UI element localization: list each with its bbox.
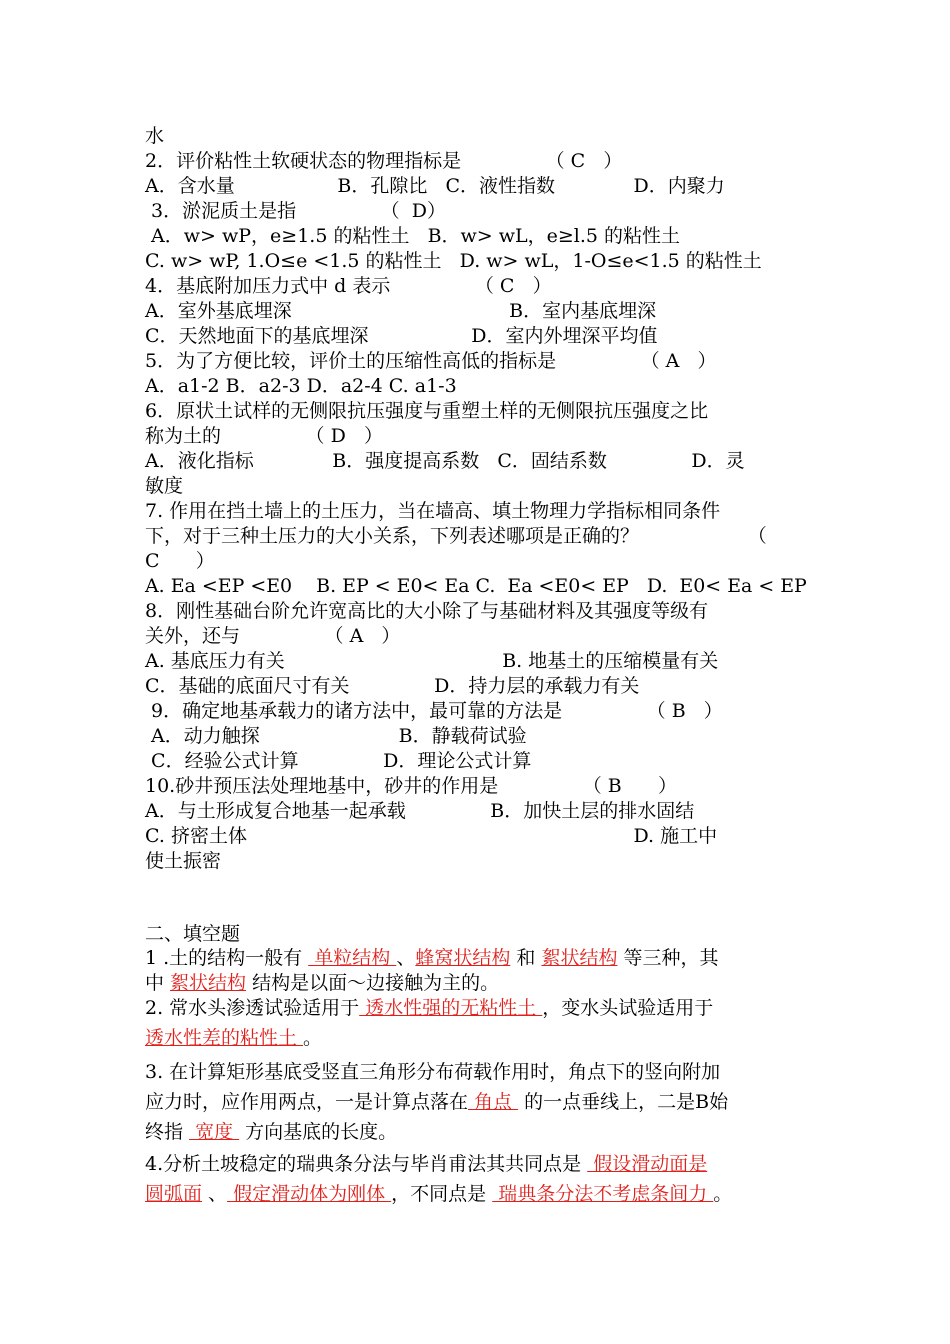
answer-blank: 假设滑动面是 [587,1153,708,1175]
answer-blank: 瑞典条分法不考虑条间力 [492,1183,714,1205]
fill-q3-line2: 应力时，应作用两点，一是计算点落在 角点 的一点垂线上，二是B始 [145,1091,729,1113]
text-line: A. Ea <EP <E0 B. EP < E0< Ea C. Ea <E0< EP D. E0< Ea < EP [145,575,807,597]
text-line: 敏度 [145,475,184,497]
answer-blank: 宽度 [189,1121,240,1143]
text-line: A．室外基底埋深 B．室内基底埋深 [145,300,657,322]
text-line: A．含水量 B．孔隙比 C．液性指数 D．内聚力 [145,175,725,197]
text-line: C．基础的底面尺寸有关 D．持力层的承载力有关 [145,675,640,697]
text-line: A．与土形成复合地基一起承载 B．加快土层的排水固结 [145,800,695,822]
text-line: 6．原状土试样的无侧限抗压强度与重塑土样的无侧限抗压强度之比 [145,400,709,422]
text-line: C. w> wP, 1.O≤e <1.5 的粘性土 D. w> wL，1-O≤e<1.5 的粘性土 [145,250,762,272]
text-line: 9．确定地基承载力的诸方法中，最可靠的方法是 （ B ） [145,700,723,722]
fill-q1-line2: 中 絮状结构 结构是以面～边接触为主的。 [145,972,500,994]
fill-q4-line2: 圆弧面 、 假定滑动体为刚体 ，不同点是 瑞典条分法不考虑条间力 。 [145,1183,733,1205]
answer-blank: 单粒结构 [308,947,397,969]
fill-q2-line1: 2. 常水头渗透试验适用于 透水性强的无粘性土 ，变水头试验适用于 [145,997,714,1019]
text-line: A．液化指标 B．强度提高系数 C．固结系数 D．灵 [145,450,745,472]
fill-q1-line1: 1 .土的结构一般有 单粒结构 、蜂窝状结构 和 絮状结构 等三种，其 [145,947,719,969]
answer-blank: 角点 [468,1091,519,1113]
answer-blank: 假定滑动体为刚体 [227,1183,392,1205]
text-line: C．经验公式计算 D．理论公式计算 [145,750,532,772]
answer-blank: 透水性强的无粘性土 [359,997,543,1019]
fill-q4-line1: 4.分析土坡稳定的瑞典条分法与毕肖甫法其共同点是 假设滑动面是 [145,1153,708,1175]
text-line: 3．淤泥质土是指 （ D） [145,200,446,222]
text-line: 水 [145,125,165,147]
text-line: C．天然地面下的基底埋深 D．室内外埋深平均值 [145,325,658,347]
fill-q2-line2: 透水性差的粘性土 。 [145,1027,323,1049]
section-heading: 二、填空题 [145,923,241,945]
text-line: 8．刚性基础台阶允许宽高比的大小除了与基础材料及其强度等级有 [145,600,709,622]
answer-blank: 絮状结构 [170,972,247,994]
text-line: 2．评价粘性土软硬状态的物理指标是 （ C ） [145,150,623,172]
text-line: 7. 作用在挡土墙上的土压力，当在墙高、填土物理力学指标相同条件 [145,500,721,522]
answer-blank: 圆弧面 [145,1183,203,1205]
text-line: 10.砂井预压法处理地基中，砂井的作用是 （ B ） [145,775,678,797]
answer-blank: 蜂窝状结构 [415,947,511,969]
text-line: C. 挤密土体 D. 施工中 [145,825,718,847]
answer-blank: 絮状结构 [541,947,618,969]
text-line: 使土振密 [145,850,222,872]
text-line: A．a1-2 B．a2-3 D．a2-4 C. a1-3 [145,375,457,397]
text-line: 下，对于三种土压力的大小关系，下列表述哪项是正确的？ （ [145,525,767,547]
text-line: 关外，还与 （ A ） [145,625,401,647]
fill-q3-line1: 3. 在计算矩形基底受竖直三角形分布荷载作用时，角点下的竖向附加 [145,1061,721,1083]
text-line: A．动力触探 B．静载荷试验 [145,725,527,747]
fill-q3-line3: 终指 宽度 方向基底的长度。 [145,1121,398,1143]
text-line: A. 基底压力有关 B. 地基土的压缩模量有关 [145,650,719,672]
text-line: 5．为了方便比较，评价土的压缩性高低的指标是 （ A ） [145,350,717,372]
text-line: A．w> wP，e≥1.5 的粘性土 B．w> wL，e≥l.5 的粘性土 [145,225,681,247]
text-line: C ） [145,550,215,572]
text-line: 4．基底附加压力式中 d 表示 （ C ） [145,275,552,297]
text-line: 称为土的 （ D ） [145,425,383,447]
answer-blank: 透水性差的粘性土 [145,1027,304,1049]
